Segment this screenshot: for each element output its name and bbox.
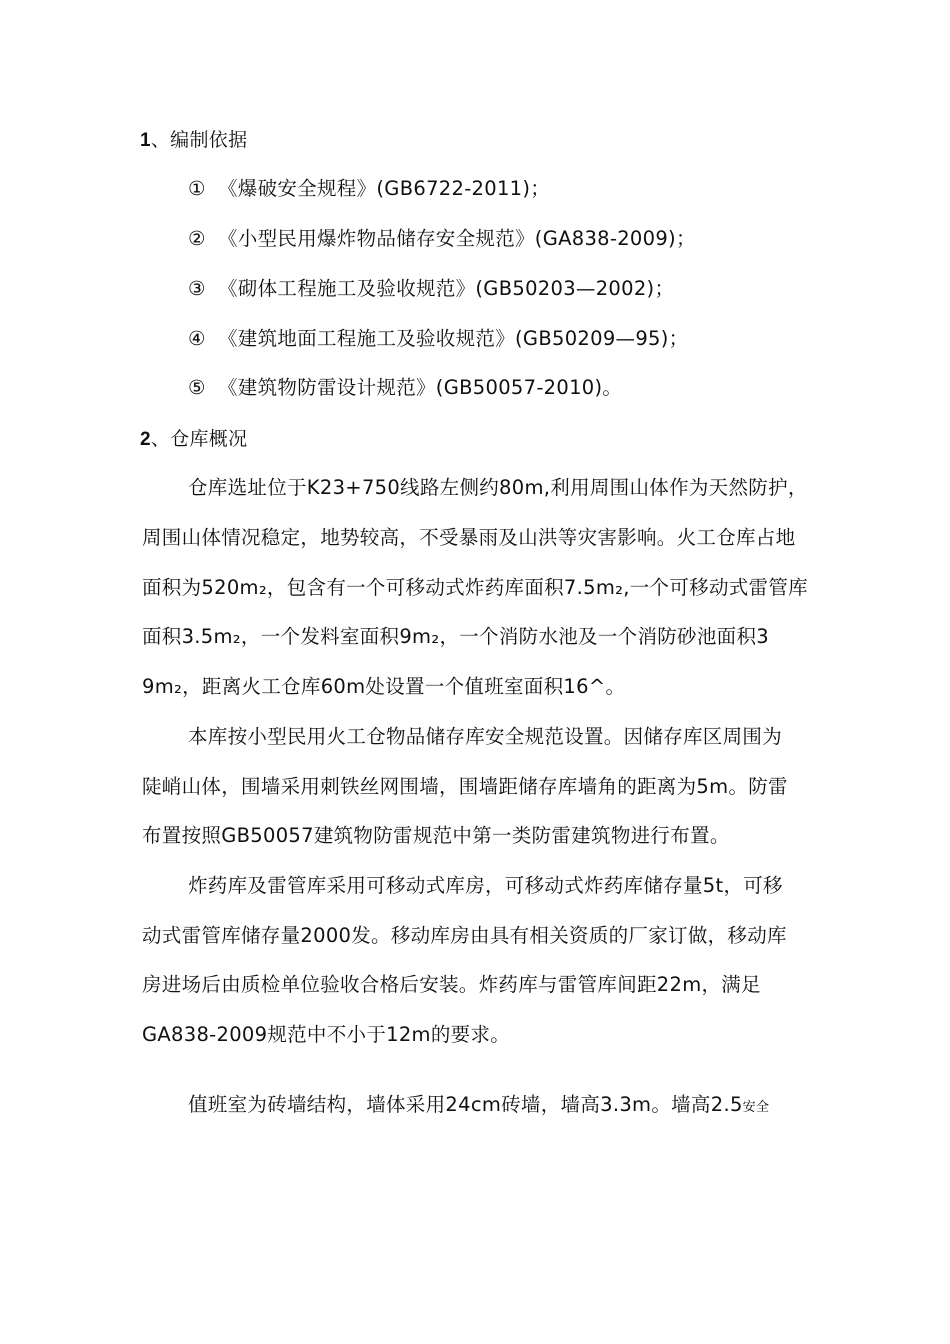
section-1-number: 1 <box>140 130 151 151</box>
paragraph-line: 本库按小型民用火工仓物品储存库安全规范设置。因储存库区周围为 <box>188 725 783 748</box>
paragraph-tail-text: 安全 <box>742 1100 770 1115</box>
reference-marker: ① <box>188 177 206 200</box>
section-1-title: 、编制依据 <box>150 129 248 151</box>
section-1-heading <box>140 126 247 155</box>
section-2-heading <box>140 425 247 454</box>
reference-text: 《建筑物防雷设计规范》(GB50057-2010)。 <box>218 376 623 399</box>
reference-marker: ③ <box>188 277 206 300</box>
section-2-number: 2 <box>140 429 151 450</box>
paragraph-line <box>188 1091 769 1122</box>
section-2-title: 、仓库概况 <box>150 428 248 450</box>
reference-text: 《小型民用爆炸物品储存安全规范》(GA838-2009)； <box>218 227 696 250</box>
reference-text: 《爆破安全规程》(GB6722-2011)； <box>218 177 551 200</box>
paragraph-text: 值班室为砖墙结构，墙体采用24cm砖墙，墙高3.3m。墙高2.5 <box>188 1093 743 1116</box>
reference-marker: ⑤ <box>188 376 206 399</box>
reference-marker: ④ <box>188 327 206 350</box>
paragraph-line: 9m₂，距离火工仓库60m处设置一个值班室面积16^。 <box>142 675 626 698</box>
reference-text: 《建筑地面工程施工及验收规范》(GB50209—95)； <box>218 327 689 350</box>
reference-item <box>188 275 674 303</box>
paragraph-line: 炸药库及雷管库采用可移动式库房，可移动式炸药库储存量5t，可移 <box>188 874 783 897</box>
paragraph-line: 房进场后由质检单位验收合格后安装。炸药库与雷管库间距22m，满足 <box>142 973 761 996</box>
paragraph-line: 面积为520m₂，包含有一个可移动式炸药库面积7.5m₂,一个可移动式雷管库 <box>142 576 808 599</box>
reference-item <box>188 225 696 253</box>
paragraph-line: 周围山体情况稳定，地势较高，不受暴雨及山洪等灾害影响。火工仓库占地 <box>142 526 796 549</box>
paragraph-line: GA838-2009规范中不小于12m的要求。 <box>142 1023 511 1046</box>
paragraph-line: 面积3.5m₂，一个发料室面积9m₂，一个消防水池及一个消防砂池面积3 <box>142 625 769 648</box>
reference-item <box>188 374 622 402</box>
paragraph-line: 动式雷管库储存量2000发。移动库房由具有相关资质的厂家订做，移动库 <box>142 924 787 947</box>
reference-item <box>188 325 688 353</box>
paragraph-line: 布置按照GB50057建筑物防雷规范中第一类防雷建筑物进行布置。 <box>142 824 730 847</box>
reference-text: 《砌体工程施工及验收规范》(GB50203—2002)； <box>218 277 675 300</box>
reference-item <box>188 175 550 203</box>
paragraph-line: 仓库选址位于K23+750线路左侧约80m,利用周围山体作为天然防护， <box>188 476 808 499</box>
paragraph-line: 陡峭山体，围墙采用刺铁丝网围墙，围墙距储存库墙角的距离为5m。防雷 <box>142 775 788 798</box>
reference-marker: ② <box>188 227 206 250</box>
